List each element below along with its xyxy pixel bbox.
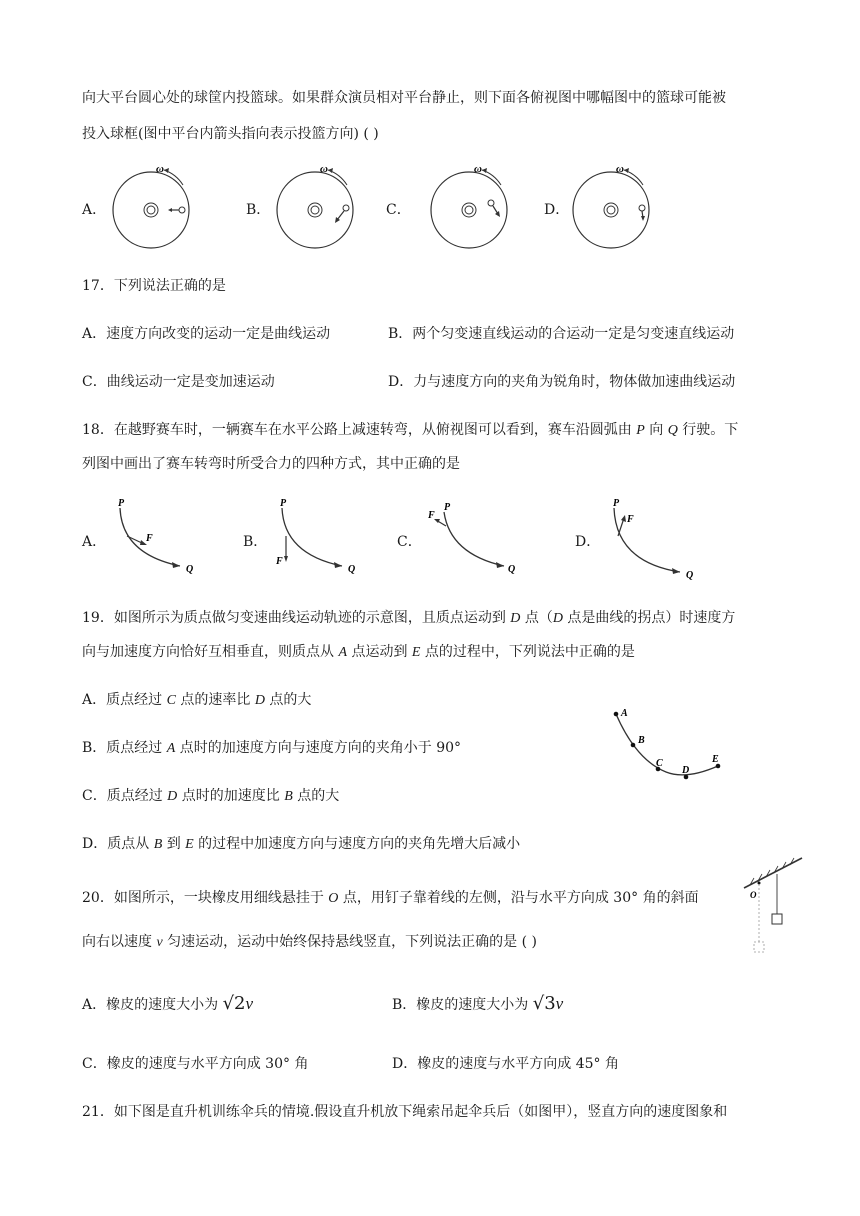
q20-stem-line-1: 20．如图所示，一块橡皮用细线悬挂于 O 点，用钉子靠着线的左侧，沿与水平方向成 30° 角的斜面: [82, 890, 699, 906]
q16-option-d-label: D．: [544, 202, 570, 218]
point-b-label: B: [638, 735, 645, 746]
omega-label: ω: [616, 163, 624, 175]
q16-figure-a: [106, 158, 196, 268]
svg-text:P: P: [280, 498, 287, 509]
svg-text:Q: Q: [686, 570, 694, 581]
q20-option-a: A．橡皮的速度大小为 √2v: [82, 993, 254, 1014]
q18-figure-a: [110, 496, 210, 576]
q17-option-c: C．曲线运动一定是变加速运动: [82, 374, 275, 390]
svg-text:Q: Q: [186, 564, 194, 575]
svg-text:F: F: [276, 556, 283, 567]
q19-trajectory-figure: [606, 700, 732, 786]
intro-line-1: 向大平台圆心处的球筐内投篮球。如果群众演员相对平台静止，则下面各俯视图中哪幅图中的篮球可能被: [82, 90, 726, 106]
q19-option-d: D．质点从 B 到 E 的过程中加速度方向与速度方向的夹角先增大后减小: [82, 836, 521, 852]
svg-text:Q: Q: [508, 564, 516, 575]
q16-figure-c: [424, 158, 514, 268]
q20-stem-line-2: 向右以速度 v 匀速运动，运动中始终保持悬线竖直，下列说法正确的是 ( ): [82, 934, 537, 950]
q19-option-b: B．质点经过 A 点时的加速度方向与速度方向的夹角小于 90°: [82, 740, 462, 756]
intro-line-2: 投入球框(图中平台内箭头指向表示投篮方向) ( ): [82, 126, 379, 142]
q17-option-b: B．两个匀变速直线运动的合运动一定是匀变速直线运动: [388, 326, 735, 342]
q20-figure: [742, 852, 808, 958]
point-e-label: E: [712, 754, 719, 765]
svg-text:P: P: [118, 498, 125, 509]
q19-option-c: C．质点经过 D 点时的加速度比 B 点的大: [82, 788, 340, 804]
q20-option-c: C．橡皮的速度与水平方向成 30° 角: [82, 1056, 309, 1072]
q18-stem-line-1: 18．在越野赛车时，一辆赛车在水平公路上减速转弯，从俯视图可以看到，赛车沿圆弧由 P 向 Q 行驶。下: [82, 422, 739, 438]
svg-text:F: F: [146, 533, 153, 544]
omega-label: ω: [320, 163, 328, 175]
q16-figure-d: [566, 158, 656, 268]
point-a-label: A: [621, 708, 628, 719]
q17-stem: 17．下列说法正确的是: [82, 278, 226, 294]
q16-option-a-label: A．: [82, 202, 107, 218]
q17-option-a: A．速度方向改变的运动一定是曲线运动: [82, 326, 331, 342]
q18-option-d-label: D．: [575, 534, 601, 550]
q18-option-a-label: A．: [82, 534, 107, 550]
q18-figure-c: [426, 496, 526, 576]
q20-option-d: D．橡皮的速度与水平方向成 45° 角: [392, 1056, 619, 1072]
svg-text:F: F: [428, 510, 435, 521]
point-d-label: D: [682, 765, 690, 776]
q18-figure-d: [602, 496, 702, 582]
q17-option-d: D．力与速度方向的夹角为锐角时，物体做加速曲线运动: [388, 374, 736, 390]
q18-option-b-label: B．: [243, 534, 268, 550]
q19-option-a: A．质点经过 C 点的速率比 D 点的大: [82, 692, 312, 708]
svg-text:P: P: [613, 498, 620, 509]
svg-text:F: F: [627, 514, 634, 525]
svg-text:Q: Q: [348, 564, 356, 575]
q19-stem-line-1: 19．如图所示为质点做匀变速曲线运动轨迹的示意图，且质点运动到 D 点（D 点是曲线的拐点）时速度方: [82, 610, 736, 626]
q16-option-c-label: C．: [386, 202, 411, 218]
q18-option-c-label: C．: [397, 534, 422, 550]
svg-text:P: P: [444, 502, 451, 513]
q18-figure-b: [272, 496, 372, 576]
q16-figure-b: [270, 158, 360, 268]
q16-option-b-label: B．: [246, 202, 271, 218]
q18-stem-line-2: 列图中画出了赛车转弯时所受合力的四种方式，其中正确的是: [82, 456, 460, 472]
q20-option-b: B．橡皮的速度大小为 √3v: [392, 993, 564, 1014]
point-c-label: C: [656, 758, 663, 769]
omega-label: ω: [474, 163, 482, 175]
q21-stem: 21．如下图是直升机训练伞兵的情境.假设直升机放下绳索吊起伞兵后（如图甲），竖直方向的速度图象和: [82, 1104, 728, 1120]
q19-stem-line-2: 向与加速度方向恰好互相垂直，则质点从 A 点运动到 E 点的过程中，下列说法中正确的是: [82, 644, 635, 660]
point-o-label: O: [750, 890, 757, 900]
omega-label: ω: [156, 163, 164, 175]
